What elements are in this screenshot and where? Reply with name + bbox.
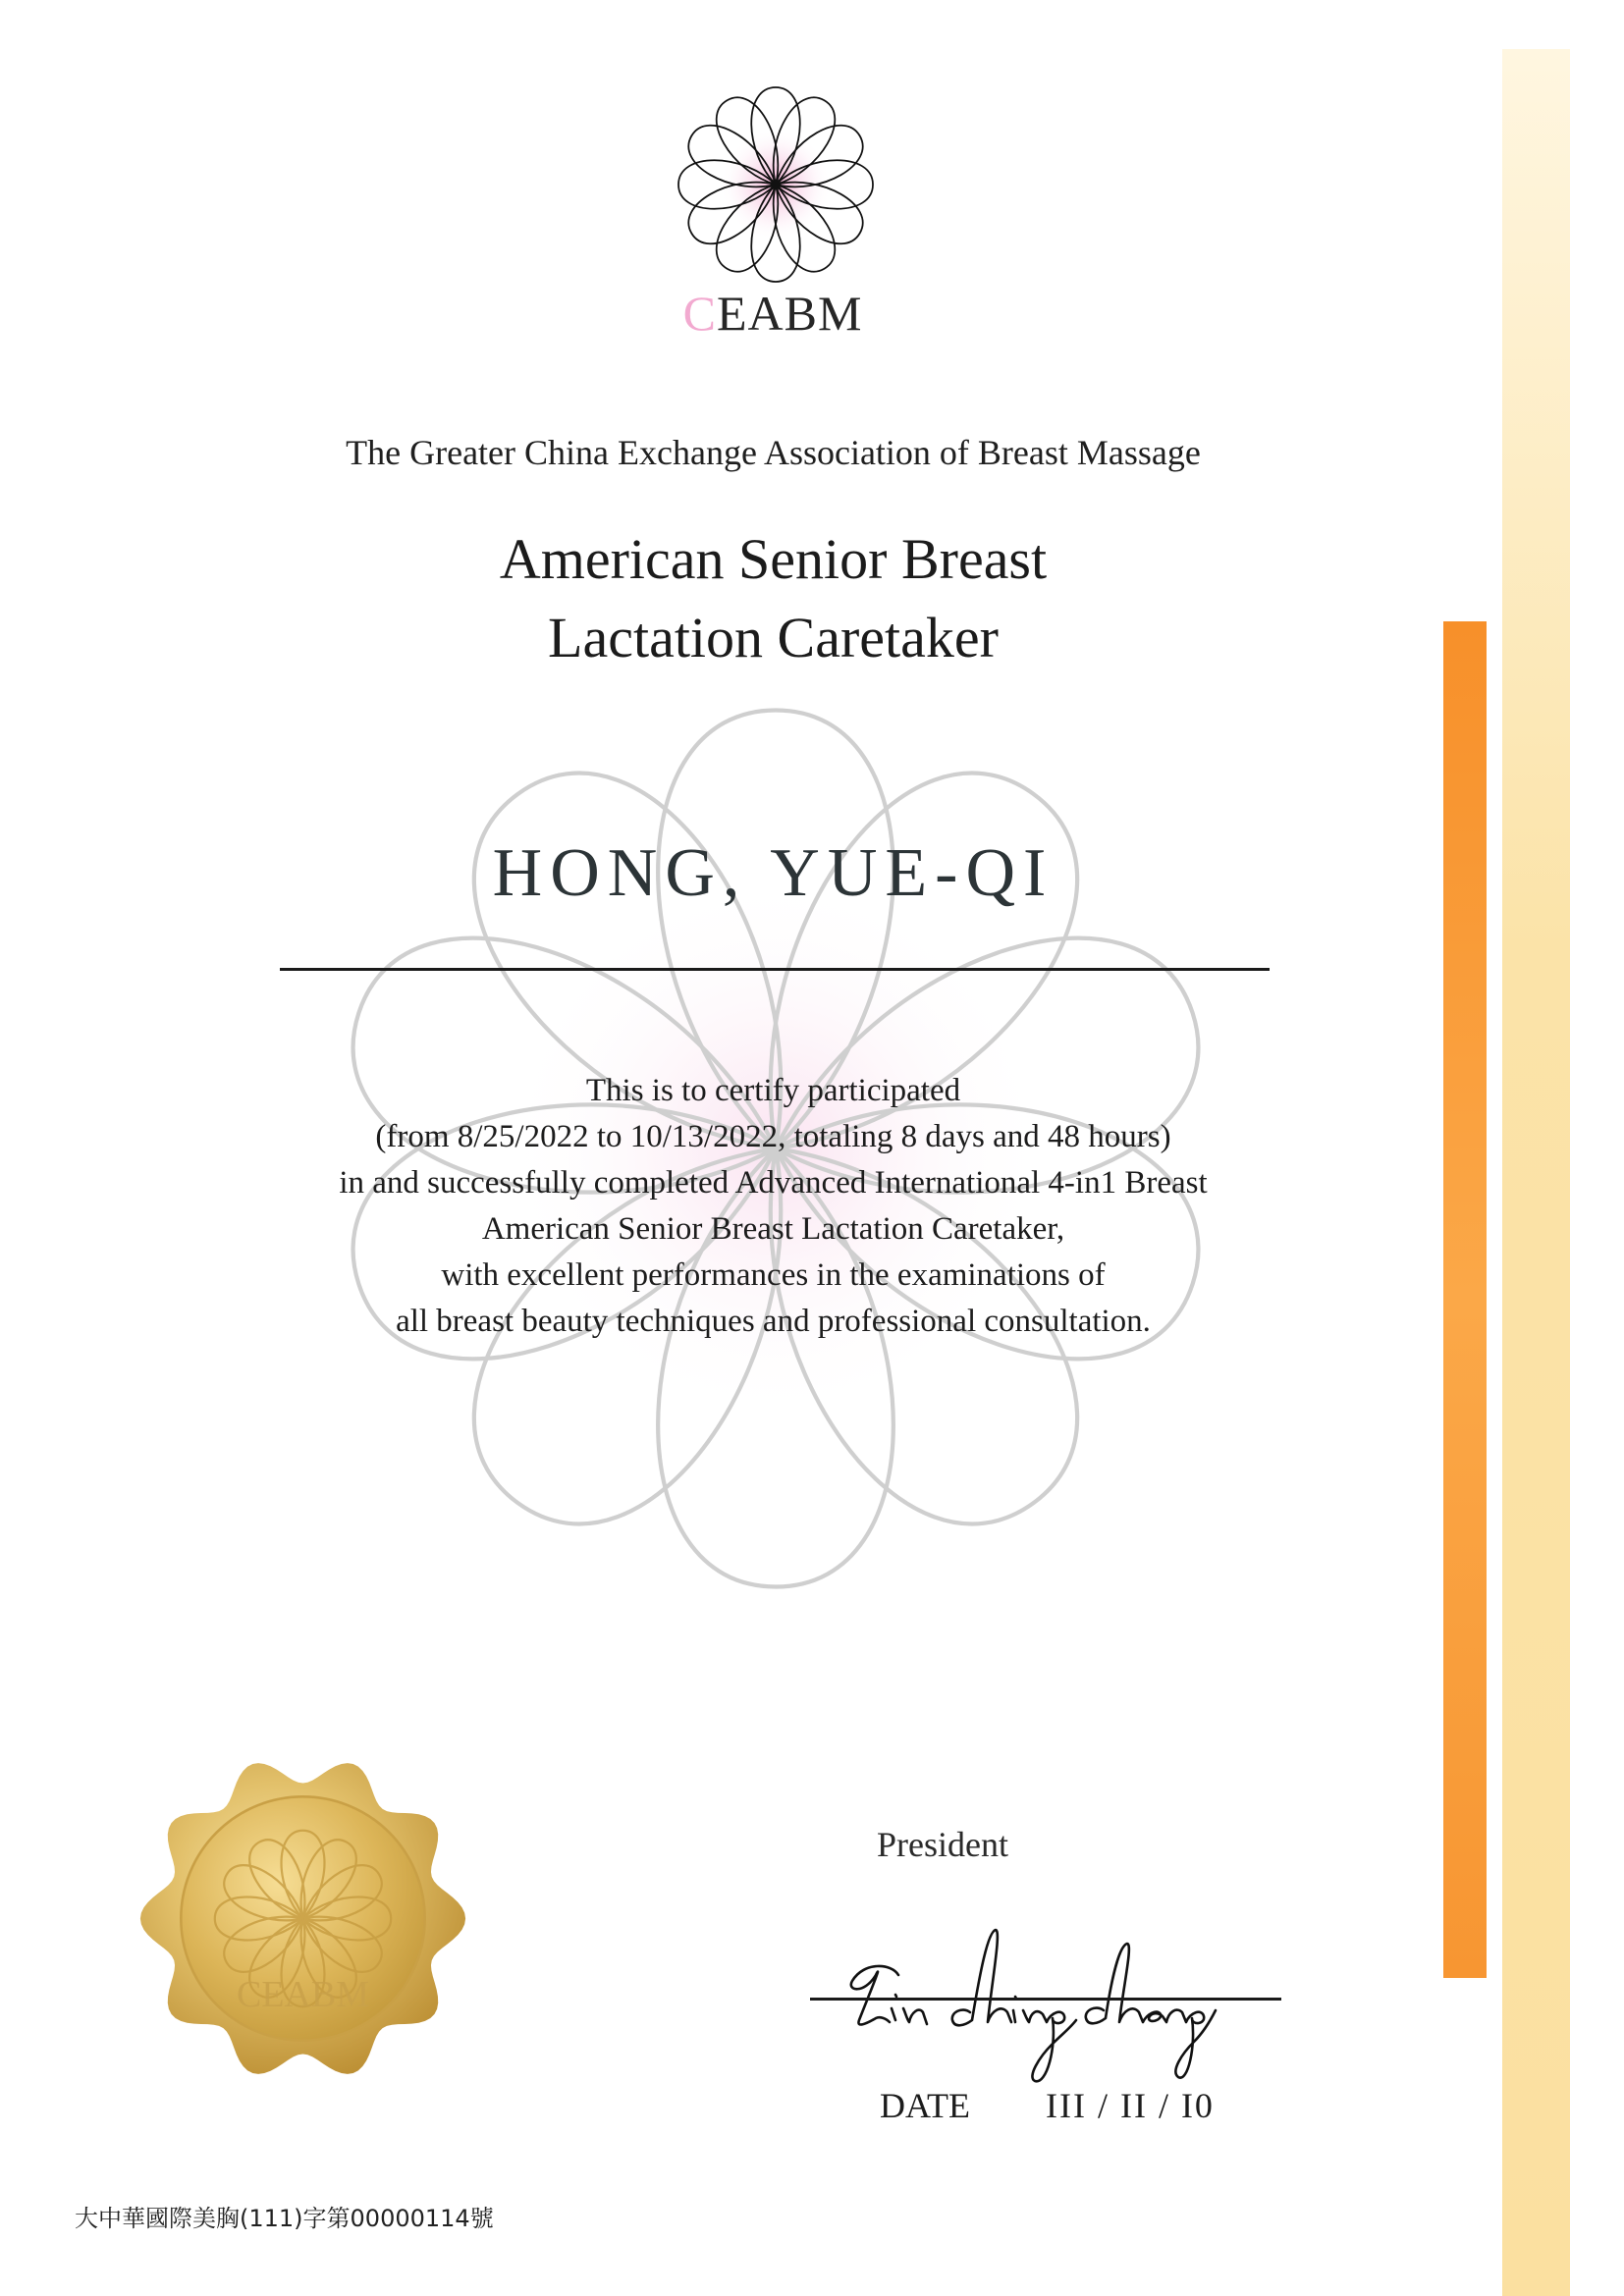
right-orange-bar [1443, 621, 1487, 1978]
president-label: President [877, 1825, 1008, 1864]
body-line: with excellent performances in the examinations of [441, 1257, 1106, 1293]
body-line: American Senior Breast Lactation Caretaker, [481, 1211, 1065, 1247]
certificate-title-line2: Lactation Caretaker [548, 606, 999, 669]
brand-initial: C [682, 286, 717, 341]
seal-text: CEABM [237, 1974, 369, 2016]
certification-body [187, 1068, 1360, 1345]
name-underline [280, 968, 1270, 971]
flower-logo-icon [668, 77, 884, 293]
recipient-name: HONG, YUE-QI [492, 835, 1055, 911]
president-signature [805, 1865, 1286, 2091]
date-value: III / II / I0 [1046, 2086, 1215, 2125]
body-line: This is to certify participated [585, 1073, 961, 1108]
body-line: all breast beauty techniques and professional consultation. [396, 1304, 1151, 1339]
brand-rest: EABM [716, 286, 863, 341]
association-name: The Greater China Exchange Association of Breast Massage [346, 433, 1201, 472]
brand-name [567, 285, 979, 342]
right-pale-bar [1502, 49, 1570, 2296]
gold-seal-icon [134, 1749, 472, 2088]
signature-line [810, 1998, 1281, 2001]
certificate-title [285, 520, 1262, 677]
date-label: DATE [880, 2086, 970, 2125]
body-line: in and successfully completed Advanced International 4-in1 Breast [339, 1165, 1208, 1201]
serial-number: 大中華國際美胸(111)字第00000114號 [75, 2205, 494, 2232]
body-line: (from 8/25/2022 to 10/13/2022, totaling 8 days and 48 hours) [375, 1119, 1171, 1154]
certificate-title-line1: American Senior Breast [499, 527, 1048, 591]
